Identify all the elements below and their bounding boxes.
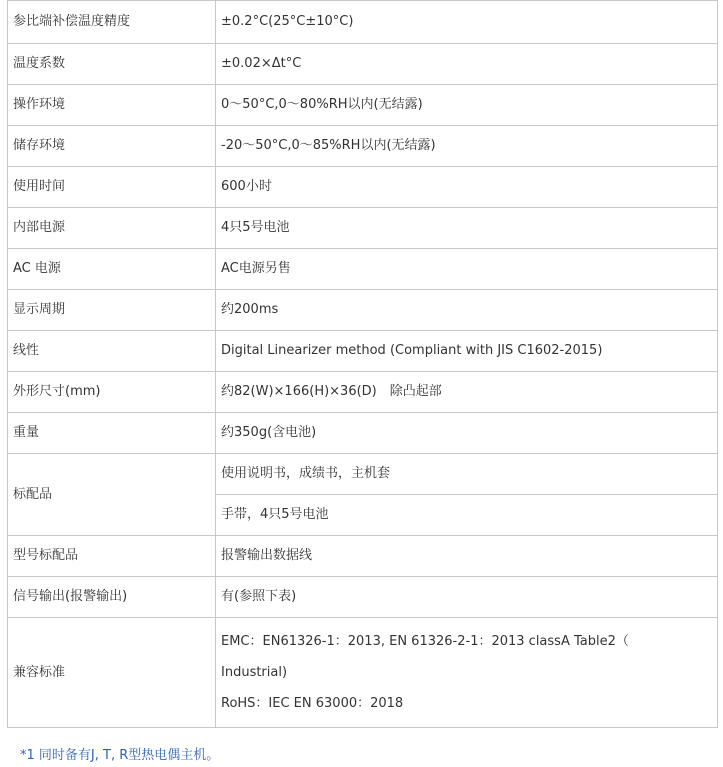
row-label: 线性 — [8, 331, 216, 372]
table-row — [8, 249, 718, 290]
value-line: Industrial) — [221, 665, 288, 680]
table-row — [8, 1, 718, 44]
row-label: 参比端补偿温度精度 — [8, 1, 216, 44]
row-label: 温度系数 — [8, 44, 216, 85]
row-value: 0～50°C,0～80%RH以内(无结露) — [216, 85, 718, 126]
table-row — [8, 372, 718, 413]
table-row — [8, 85, 718, 126]
row-label: 内部电源 — [8, 208, 216, 249]
row-value: 约200ms — [216, 290, 718, 331]
table-row — [8, 413, 718, 454]
row-value: ±0.2°C(25°C±10°C) — [216, 1, 718, 44]
row-value: 约350g(含电池) — [216, 413, 718, 454]
table-row — [8, 454, 718, 495]
table-row — [8, 618, 718, 728]
table-row — [8, 167, 718, 208]
row-value: Digital Linearizer method (Compliant with JIS C1602-2015) — [216, 331, 718, 372]
row-label: AC 电源 — [8, 249, 216, 290]
table-row — [8, 331, 718, 372]
table-row — [8, 577, 718, 618]
value-line: EMC：EN61326-1：2013, EN 61326-2-1：2013 classA Table2（ — [221, 634, 629, 649]
value-line: RoHS：IEC EN 63000：2018 — [221, 696, 404, 711]
table-row — [8, 208, 718, 249]
row-value: 报警输出数据线 — [216, 536, 718, 577]
row-value: 手带，4只5号电池 — [216, 495, 718, 536]
row-value: AC电源另售 — [216, 249, 718, 290]
row-label: 标配品 — [8, 454, 216, 536]
spec-table — [7, 0, 718, 728]
row-value: 4只5号电池 — [216, 208, 718, 249]
row-label: 重量 — [8, 413, 216, 454]
row-value: -20～50°C,0～85%RH以内(无结露) — [216, 126, 718, 167]
row-value: ±0.02×Δt°C — [216, 44, 718, 85]
row-value: 有(参照下表) — [216, 577, 718, 618]
row-label: 显示周期 — [8, 290, 216, 331]
table-row — [8, 536, 718, 577]
row-value: 600小时 — [216, 167, 718, 208]
row-label: 信号输出(报警输出) — [8, 577, 216, 618]
table-row — [8, 290, 718, 331]
row-label: 外形尺寸(mm) — [8, 372, 216, 413]
row-value — [216, 618, 718, 728]
row-label: 型号标配品 — [8, 536, 216, 577]
row-label: 储存环境 — [8, 126, 216, 167]
table-row — [8, 126, 718, 167]
row-label: 兼容标准 — [8, 618, 216, 728]
row-label: 使用时间 — [8, 167, 216, 208]
table-row — [8, 44, 718, 85]
row-label: 操作环境 — [8, 85, 216, 126]
row-value: 使用说明书，成绩书，主机套 — [216, 454, 718, 495]
row-value: 约82(W)×166(H)×36(D) 除凸起部 — [216, 372, 718, 413]
footnote: *1 同时备有J, T, R型热电偶主机。 — [20, 748, 220, 763]
